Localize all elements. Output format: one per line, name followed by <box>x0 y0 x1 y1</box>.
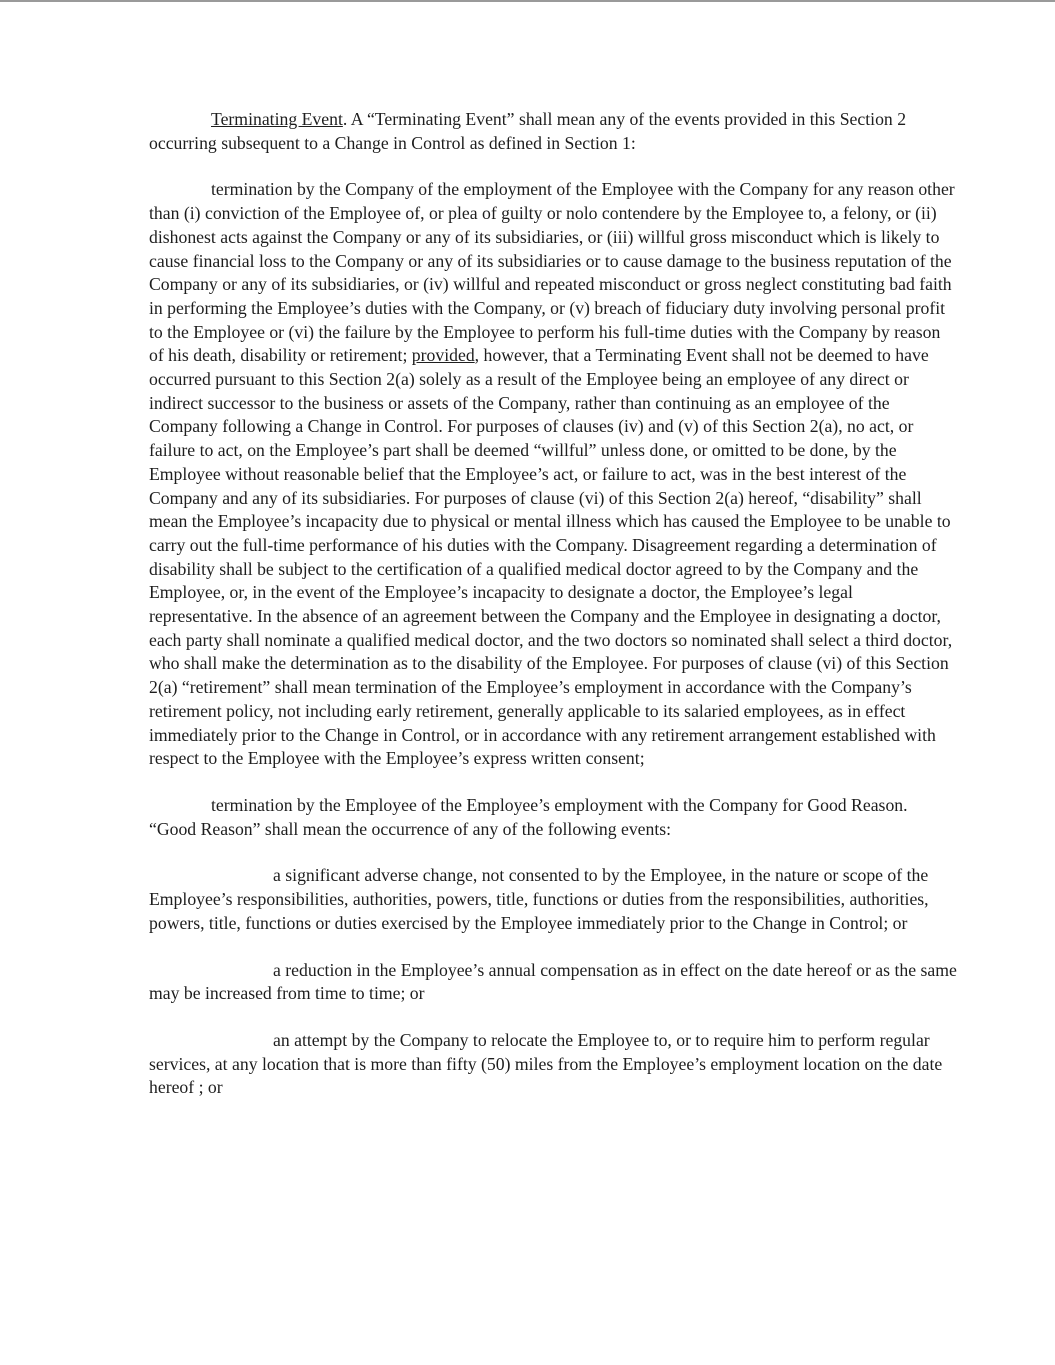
clause-a-text-part2: , however, that a Terminating Event shall not be deemed to have occurred pursuant to this Section 2(a) solely as a result of the Employee being an employee of any direct or indirect successor to the business or assets of the Company, rather than continuing as an employee of the Company following a Change in Control. For purposes of clauses (iv) and (v) of this Section 2(a), no act, or failure to act, on the Employee’s part shall be deemed “willful” unless done, or omitted to be done, by the Employee without reasonable belief that the Employee’s act, or failure to act, was in the best interest of the Company and any of its subsidiaries. For purposes of clause (vi) of this Section 2(a) hereof, “disability” shall mean the Employee’s incapacity due to physical or mental illness which has caused the Employee to be unable to carry out the full-time performance of his duties with the Company. Disagreement regarding a determination of disability shall be subject to the certification of a qualified medical doctor agreed to by the Company and the Employee, or, in the event of the Employee’s incapacity to designate a doctor, the Employee’s legal representative. In the absence of an agreement between the Company and the Employee in designating a doctor, each party shall nominate a qualified medical doctor, and the two doctors so nominated shall select a third doctor, who shall make the determination as to the disability of the Employee. For purposes of clause (vi) of this Section 2(a) “retirement” shall mean termination of the Employee’s employment in accordance with the Company’s retirement policy, not including early retirement, generally applicable to its salaried employees, as in effect immediately prior to the Change in Control, or in accordance with any retirement arrangement established with respect to the Employee with the Employee’s express written consent; <box>149 345 953 769</box>
terminating-event-definition: . A “Terminating Event” shall mean any of the events provided in this Section 2 occurring subsequent to a Change in Control as defined in Section 1: <box>149 109 907 153</box>
terminating-event-intro <box>149 108 959 155</box>
good-reason-sub-iii: an attempt by the Company to relocate the Employee to, or to require him to perform regular services, at any location that is more than fifty (50) miles from the Employee’s employment location on the date hereof ; or <box>149 1029 943 1098</box>
good-reason-sub-i: a significant adverse change, not consented to by the Employee, in the nature or scope of the Employee’s responsibilities, authorities, powers, title, functions or duties from the responsibilities, authorities, powers, title, functions or duties exercised by the Employee immediately prior to the Change in Control; or <box>149 865 929 933</box>
clause-a-termination-by-company <box>149 178 959 771</box>
clause-a-text-part1: termination by the Company of the employment of the Employee with the Company for any reason other than (i) conviction of the Employee of, or plea of guilty or nolo contendere by the Employee to, a felony, or (ii) dishonest acts against the Company or any of its subsidiaries, or (iii) willful gross misconduct which is likely to cause financial loss to the Company or any of its subsidiaries or to cause damage to the business reputation of the Company or any of its subsidiaries, or (iv) willful and repeated misconduct or gross neglect constituting bad faith in performing the Employee’s duties with the Company, or (v) breach of fiduciary duty involving personal profit to the Employee or (vi) the failure by the Employee to perform his full-time duties with the Company by reason of his death, disability or retirement; <box>149 179 955 366</box>
document-page <box>149 108 959 1123</box>
page-top-edge <box>0 0 1055 2</box>
clause-b-good-reason: termination by the Employee of the Employee’s employment with the Company for Good Reason. “Good Reason” shall mean the occurrence of any of the following events: <box>149 794 908 839</box>
terminating-event-heading: Terminating Event <box>211 109 343 129</box>
provided-keyword: provided <box>411 345 475 366</box>
good-reason-sub-ii: a reduction in the Employee’s annual compensation as in effect on the date hereof or as the same may be increased from time to time; or <box>149 959 957 1004</box>
